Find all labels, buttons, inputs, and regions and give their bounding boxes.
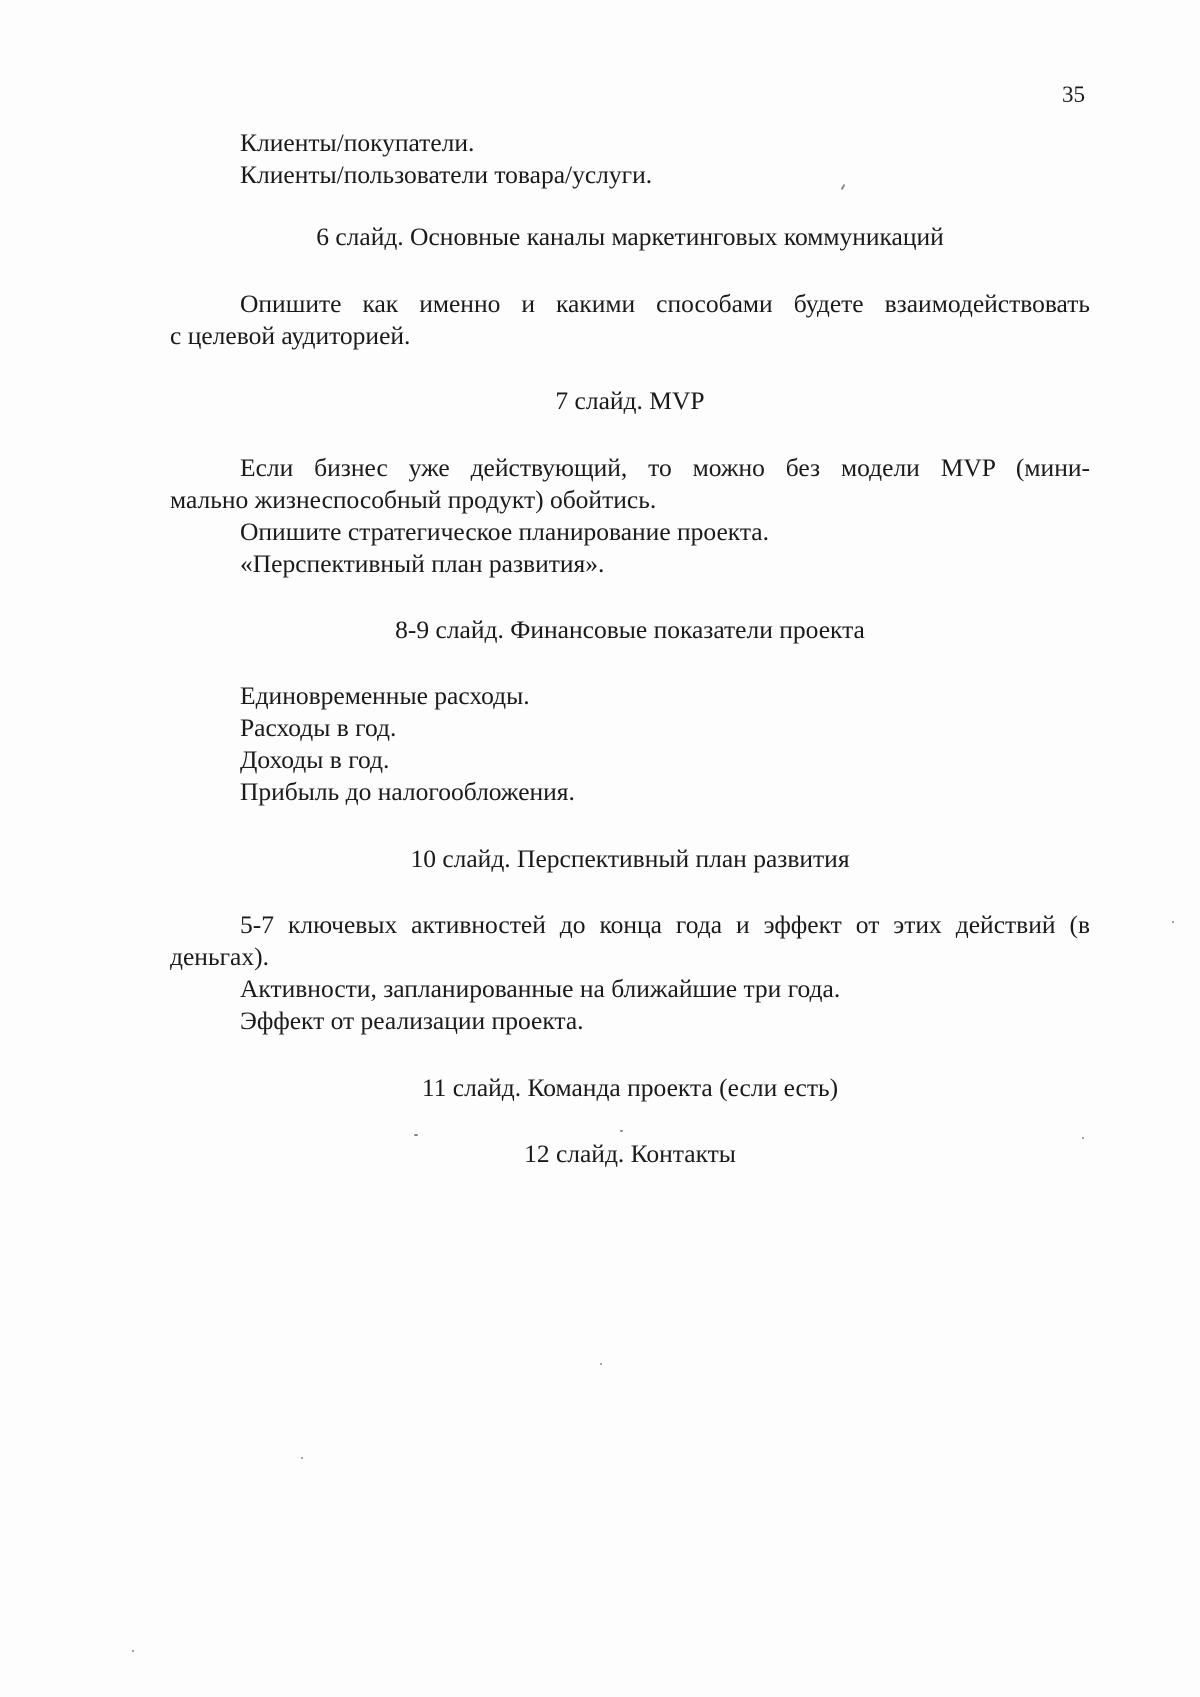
scan-speck xyxy=(414,1134,418,1136)
paragraph-line: деньгах). xyxy=(170,942,269,971)
paragraph-line: «Перспективный план развития». xyxy=(240,549,605,578)
scan-speck xyxy=(600,1363,602,1365)
paragraph-line: 5-7 ключевых активностей до конца года и эффект от этих действий (в xyxy=(240,910,1090,939)
list-item: Прибыль до налогообложения. xyxy=(240,777,575,806)
section-heading-slide-11: 11 слайд. Команда проекта (если есть) xyxy=(421,1073,839,1102)
paragraph-line: Если бизнес уже действующий, то можно без модели MVP (мини- xyxy=(240,453,1090,482)
section-heading-slide-7: 7 слайд. MVP xyxy=(555,386,705,415)
paragraph-line: Эффект от реализации проекта. xyxy=(240,1006,584,1035)
section-heading-slide-8-9: 8-9 слайд. Финансовые показатели проекта xyxy=(395,615,865,644)
scan-speck xyxy=(1172,921,1174,923)
paragraph-line: Опишите стратегическое планирование проекта. xyxy=(240,517,769,546)
scan-speck xyxy=(1082,1137,1084,1139)
page-number: 35 xyxy=(1062,82,1085,107)
section-heading-slide-6: 6 слайд. Основные каналы маркетинговых коммуникаций xyxy=(316,222,944,251)
paragraph-line: с целевой аудиторией. xyxy=(170,321,411,350)
paragraph-line: Активности, запланированные на ближайшие три года. xyxy=(240,974,841,1003)
scan-speck xyxy=(841,184,846,190)
scan-speck xyxy=(620,1130,623,1132)
list-item: Доходы в год. xyxy=(240,745,390,774)
scan-speck xyxy=(301,1457,303,1459)
audience-line-users: Клиенты/пользователи товара/услуги. xyxy=(240,160,653,189)
list-item: Расходы в год. xyxy=(240,713,397,742)
section-heading-slide-10: 10 слайд. Перспективный план развития xyxy=(410,844,850,873)
paragraph-line: мально жизнеспособный продукт) обойтись. xyxy=(170,485,657,514)
section-heading-slide-12: 12 слайд. Контакты xyxy=(524,1139,736,1168)
list-item: Единовременные расходы. xyxy=(240,681,530,710)
audience-line-buyers: Клиенты/покупатели. xyxy=(240,128,475,157)
scan-speck xyxy=(132,1650,134,1652)
paragraph-line: Опишите как именно и какими способами будете взаимодействовать xyxy=(240,289,1090,318)
